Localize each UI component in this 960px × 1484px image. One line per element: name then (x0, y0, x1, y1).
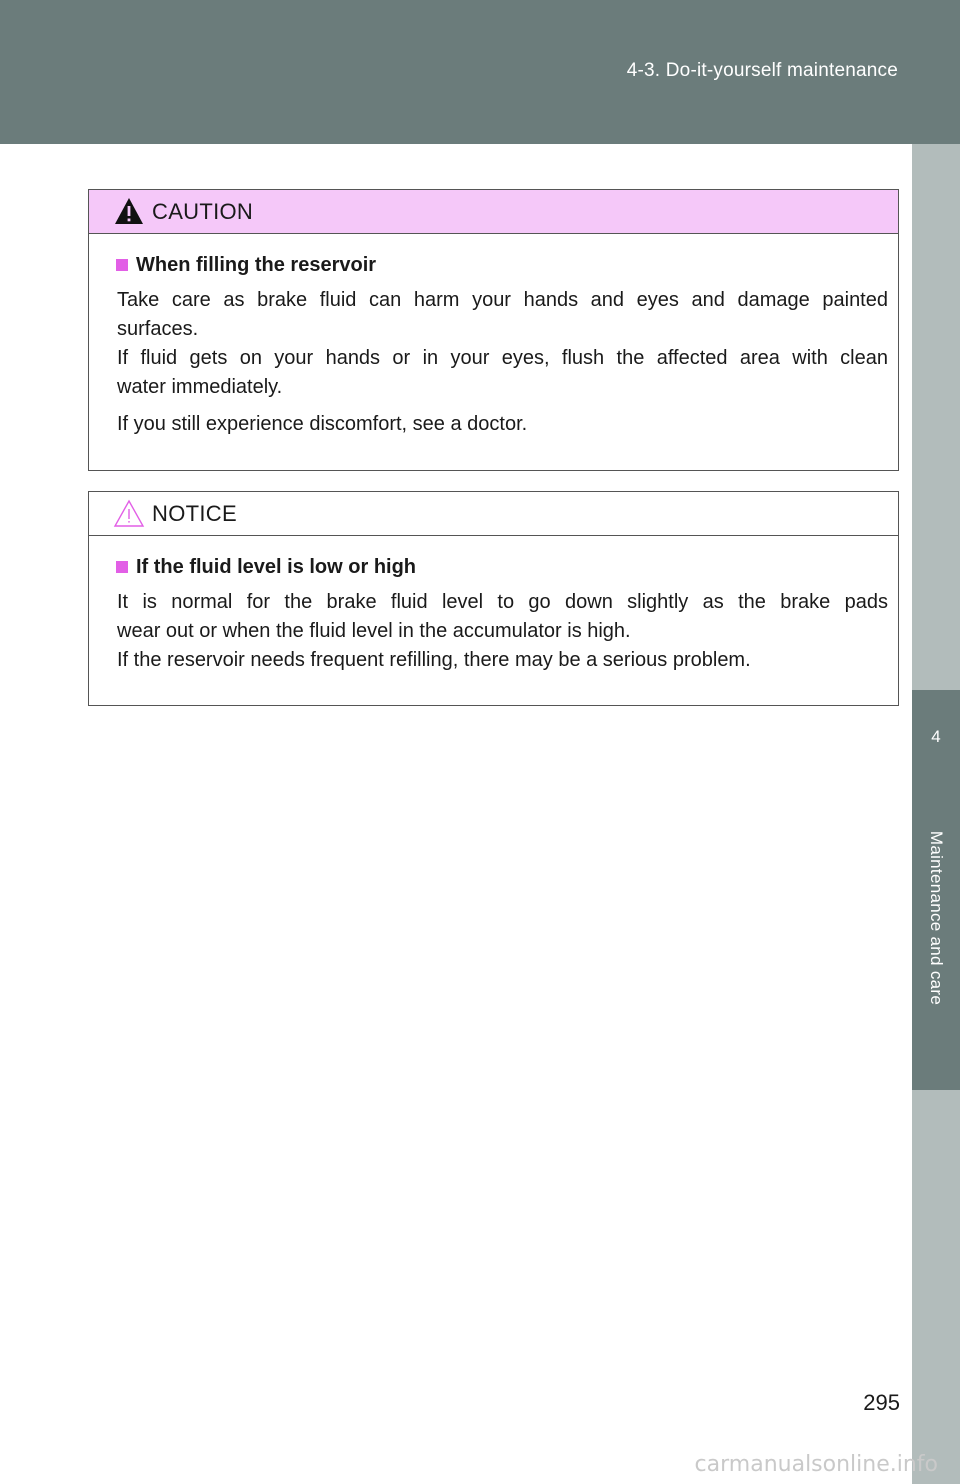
caution-subheading (116, 252, 888, 278)
side-tab-top (912, 144, 960, 690)
notice-body (89, 536, 898, 675)
notice-line-3: If the reservoir needs frequent refilling, there may be a serious problem. (117, 649, 751, 671)
square-bullet-icon (116, 259, 128, 271)
notice-paragraph (116, 588, 888, 675)
chapter-label: Maintenance and care (927, 830, 946, 1006)
square-bullet-icon (116, 561, 128, 573)
page-number: 295 (863, 1390, 900, 1415)
warning-outline-icon (113, 498, 145, 528)
caution-box (88, 189, 899, 471)
caution-heading-text: When filling the reservoir (136, 254, 377, 276)
notice-line-2: wear out or when the fluid level in the accumulator is high. (117, 620, 631, 642)
caution-line-1: Take care as brake fluid can harm your hands and eyes and damage painted (117, 289, 888, 311)
side-tab-bottom (912, 1090, 960, 1484)
caution-label: CAUTION (152, 199, 254, 224)
notice-label: NOTICE (152, 501, 237, 526)
chapter-number: 4 (931, 727, 941, 746)
warning-filled-icon (113, 196, 145, 226)
notice-box (88, 491, 899, 706)
section-title: 4-3. Do-it-yourself maintenance (626, 60, 898, 81)
caution-line-4: water immediately. (117, 376, 283, 398)
notice-line-1: It is normal for the brake fluid level to go down slightly as the brake pads (117, 591, 888, 613)
notice-heading-text: If the fluid level is low or high (136, 556, 417, 578)
caution-paragraph-1 (116, 286, 888, 402)
notice-header (89, 492, 898, 536)
watermark: carmanualsonline.info (694, 1452, 938, 1477)
caution-paragraph-2: If you still experience discomfort, see a doctor. (117, 413, 528, 435)
caution-line-3: If fluid gets on your hands or in your eyes, flush the affected area with clean (117, 347, 888, 369)
notice-subheading (116, 554, 888, 580)
caution-header (89, 190, 898, 234)
caution-body (89, 234, 898, 439)
caution-line-2: surfaces. (117, 318, 199, 340)
